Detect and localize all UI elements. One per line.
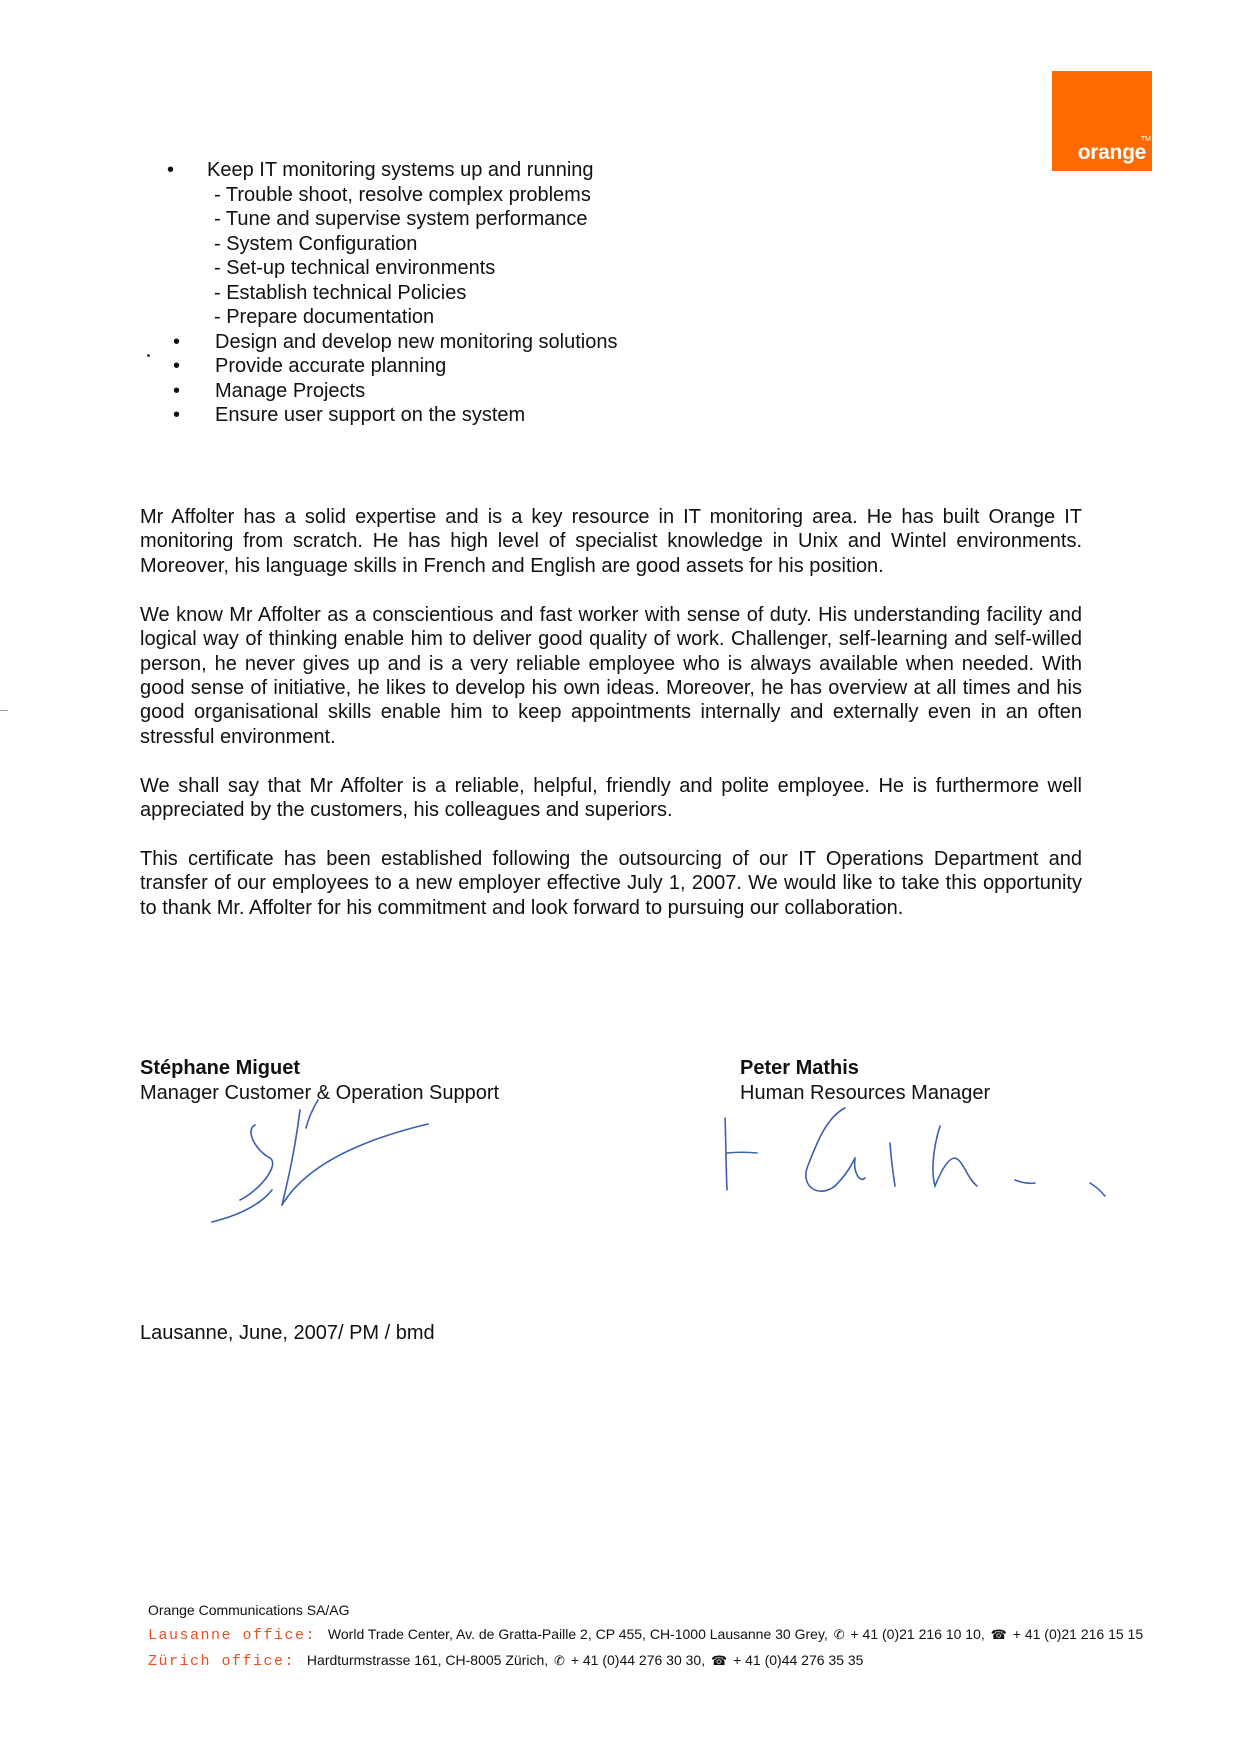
- orange-logo: [1052, 71, 1152, 171]
- signatory-title: Human Resources Manager: [740, 1082, 991, 1104]
- bullet-icon: •: [173, 355, 181, 377]
- zurich-office-label: Zürich office:: [148, 1653, 296, 1670]
- phone-icon: ✆: [554, 1653, 565, 1668]
- duty-item: [140, 158, 617, 183]
- fax-icon: ☎: [990, 1627, 1007, 1642]
- duties-list: [140, 158, 617, 428]
- duty-item: [140, 354, 617, 379]
- duty-label: Design and develop new monitoring solutions: [215, 330, 618, 353]
- bullet-icon: •: [173, 379, 181, 402]
- paragraph: Mr Affolter has a solid expertise and is a key resource in IT monitoring area. He has built Orange IT monitoring from scratch. He has high level of specialist knowledge in Unix and Wintel environments. Moreover, his language skills in French and English are good assets for his position.: [140, 506, 1082, 577]
- signature-left: [200, 1080, 440, 1240]
- duty-label: Provide accurate planning: [215, 355, 447, 377]
- signatory-name: Peter Mathis: [740, 1057, 859, 1079]
- duty-label: Manage Projects: [215, 379, 366, 402]
- margin-mark: [0, 710, 8, 711]
- letter-body: [140, 505, 1082, 945]
- duty-item: [140, 379, 617, 404]
- lausanne-address: World Trade Center, Av. de Gratta-Paille 2, CP 455, CH-1000 Lausanne 30 Grey,: [327, 1626, 828, 1642]
- letter-footer: [148, 1598, 1143, 1674]
- duty-sub-item: - Trouble shoot, resolve complex problems: [214, 183, 591, 206]
- duty-item: [140, 330, 617, 355]
- signature-right: [715, 1098, 1115, 1208]
- zurich-office-line: [148, 1648, 1143, 1674]
- paragraph: We shall say that Mr Affolter is a reliable, helpful, friendly and polite employee. He is furthermore well appreciated by the customers, his colleagues and superiors.: [140, 774, 1082, 822]
- bullet-icon: •: [167, 159, 175, 181]
- signatory-name: Stéphane Miguet: [140, 1057, 301, 1079]
- lausanne-fax: + 41 (0)21 216 15 15: [1012, 1626, 1144, 1642]
- bullet-icon: •: [173, 330, 181, 353]
- duty-label: Keep IT monitoring systems up and running: [207, 159, 594, 181]
- company-name: Orange Communications SA/AG: [148, 1602, 350, 1618]
- duty-sub-list: [140, 183, 617, 330]
- duty-label: Ensure user support on the system: [215, 404, 526, 426]
- zurich-phone: + 41 (0)44 276 30 30,: [570, 1652, 706, 1668]
- logo-trademark: TM: [1140, 136, 1151, 143]
- duty-sub-item: - Establish technical Policies: [214, 281, 467, 304]
- logo-text: orange: [1077, 141, 1146, 164]
- lausanne-office-line: [148, 1622, 1143, 1648]
- duty-sub-item: - Set-up technical environments: [214, 257, 496, 279]
- signatory-title: Manager Customer & Operation Support: [140, 1082, 500, 1104]
- duty-item: [140, 403, 617, 428]
- place-date: Lausanne, June, 2007/ PM / bmd: [140, 1322, 435, 1344]
- fax-icon: ☎: [710, 1653, 728, 1668]
- zurich-address: Hardturmstrasse 161, CH-8005 Zürich,: [306, 1652, 549, 1668]
- phone-icon: ✆: [833, 1627, 845, 1642]
- duty-sub-item: - Prepare documentation: [214, 306, 435, 328]
- scan-speck: [147, 354, 150, 357]
- duty-sub-item: - System Configuration: [214, 232, 418, 255]
- bullet-icon: •: [173, 404, 181, 426]
- lausanne-office-label: Lausanne office:: [148, 1627, 317, 1644]
- paragraph: This certificate has been established following the outsourcing of our IT Operations Department and transfer of our employees to a new employer effective July 1, 2007. We would like to take this opportunity to thank Mr. Affolter for his commitment and look forward to pursuing our collaboration.: [140, 847, 1082, 919]
- paragraph: We know Mr Affolter as a conscientious and fast worker with sense of duty. His understanding facility and logical way of thinking enable him to deliver good quality of work. Challenger, self-learning and self-willed person, he never gives up and is a very reliable employee who is always available when needed. With good sense of initiative, he likes to develop his own ideas. Moreover, he has overview at all times and his good organisational skills enable him to keep appointments internally and externally even in an often stressful environment.: [140, 603, 1082, 748]
- zurich-fax: + 41 (0)44 276 35 35: [733, 1652, 864, 1668]
- lausanne-phone: + 41 (0)21 216 10 10,: [850, 1626, 985, 1642]
- duty-sub-item: - Tune and supervise system performance: [214, 208, 588, 230]
